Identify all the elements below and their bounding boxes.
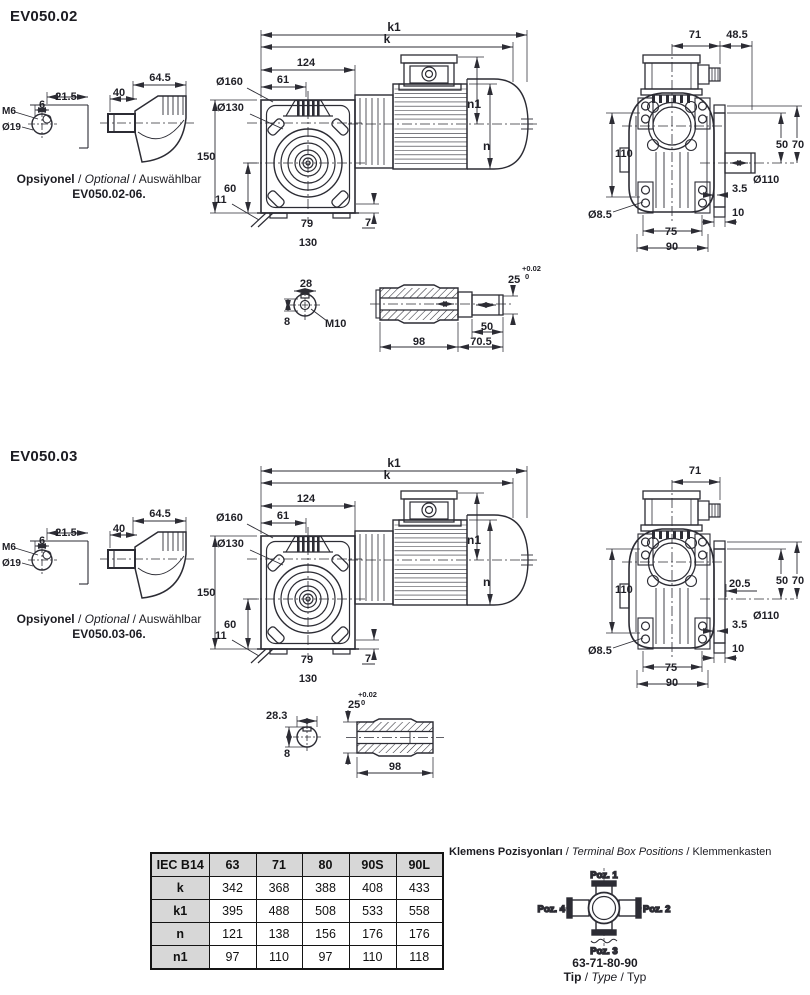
ev050-03-hollow-shaft (285, 710, 444, 778)
col-header-90s: 90S (349, 853, 396, 877)
dim-8: 8 (283, 316, 291, 328)
cell: 121 (209, 923, 256, 946)
cell: 433 (396, 877, 443, 900)
dim-8: 8 (283, 748, 291, 760)
dim-61: 61 (276, 74, 290, 86)
separator: / (581, 970, 592, 984)
dim-10: 10 (732, 207, 745, 219)
dim-n1: n1 (467, 533, 482, 547)
dim-61: 61 (276, 510, 290, 522)
dim-60: 60 (224, 183, 237, 195)
dim-130: 130 (298, 673, 318, 685)
dim-25-tol-lo: 0 (525, 272, 530, 281)
dim-25: 25 (508, 274, 521, 286)
dim-48-5: 48.5 (726, 29, 748, 41)
type-german: Typ (627, 970, 647, 984)
separator: / (129, 612, 139, 626)
cell: 488 (256, 900, 302, 923)
section1-title: EV050.02 (10, 8, 78, 25)
dim-dia160: Ø160 (216, 512, 243, 524)
dim-98: 98 (388, 761, 402, 773)
cell: 395 (209, 900, 256, 923)
dim-60: 60 (224, 619, 237, 631)
note-turkish: Opsiyonel (16, 172, 75, 186)
dim-6: 6 (38, 535, 46, 547)
separator: / (129, 172, 139, 186)
cell: 408 (349, 877, 396, 900)
cell: 388 (302, 877, 349, 900)
row-label: k (151, 877, 209, 900)
separator: / (74, 172, 85, 186)
dim-71: 71 (688, 29, 702, 41)
cell: 118 (396, 946, 443, 970)
cell: 342 (209, 877, 256, 900)
table-row-n1 (151, 946, 443, 970)
separator: / (617, 970, 628, 984)
separator: / (683, 846, 693, 858)
dim-21-5: 21.5 (55, 91, 77, 103)
cell: 156 (302, 923, 349, 946)
dim-110: 110 (615, 584, 633, 596)
dim-25-tol-hi: +0.02 (522, 264, 541, 273)
table-header-row (151, 853, 443, 877)
dim-90: 90 (665, 241, 679, 253)
table-row-k (151, 877, 443, 900)
dim-dia110: Ø110 (753, 610, 780, 622)
dim-40: 40 (112, 523, 126, 535)
dim-25-tol-lo: 0 (361, 698, 366, 707)
terminal-box-caption (520, 956, 690, 984)
cell: 368 (256, 877, 302, 900)
terminal-title-german: Klemmenkasten (692, 846, 772, 858)
dim-3-5: 3.5 (732, 183, 748, 195)
section2-title: EV050.03 (10, 448, 78, 465)
dim-dia8-5: Ø8.5 (588, 645, 612, 657)
note-english: Optional (84, 612, 130, 626)
dim-n: n (483, 139, 491, 153)
table-corner-header: IEC B14 (151, 853, 209, 877)
terminal-title-english: Terminal Box Positions (571, 846, 684, 858)
row-label: k1 (151, 900, 209, 923)
dim-dia130: Ø130 (217, 538, 244, 550)
dim-75: 75 (664, 662, 678, 674)
note-turkish: Opsiyonel (16, 612, 75, 626)
dim-m6: M6 (2, 542, 16, 553)
dim-21-5: 21.5 (55, 527, 77, 539)
col-header-71: 71 (256, 853, 302, 877)
dim-dia8-5: Ø8.5 (588, 209, 612, 221)
dimension-table (150, 852, 444, 970)
dim-70: 70 (791, 575, 805, 587)
section1-optional-note (6, 172, 212, 201)
dim-m6: M6 (2, 106, 16, 117)
dim-40: 40 (112, 87, 126, 99)
optional-note-line (6, 172, 212, 186)
dim-90: 90 (665, 677, 679, 689)
dim-25-tol-hi: +0.02 (358, 690, 377, 699)
table-row-n (151, 923, 443, 946)
dim-71: 71 (688, 465, 702, 477)
dim-124: 124 (296, 493, 316, 505)
dim-25: 25 (348, 699, 361, 711)
dim-70: 70 (791, 139, 805, 151)
note-english: Optional (84, 172, 130, 186)
table-row-k1 (151, 900, 443, 923)
cell: 110 (349, 946, 396, 970)
dim-50: 50 (775, 139, 789, 151)
separator: / (74, 612, 85, 626)
dim-79: 79 (300, 218, 314, 230)
separator: / (562, 846, 572, 858)
dim-50-shaft: 50 (480, 321, 494, 333)
cell: 176 (396, 923, 443, 946)
dim-k: k (383, 468, 391, 482)
dim-110: 110 (615, 148, 633, 160)
dim-k: k (383, 32, 391, 46)
note-german: Auswählbar (138, 612, 202, 626)
dim-dia160: Ø160 (216, 76, 243, 88)
dim-k1: k1 (387, 456, 401, 470)
cell: 110 (256, 946, 302, 970)
terminal-poz4-label: Poz. 4 (537, 904, 565, 915)
dim-dia110: Ø110 (753, 174, 780, 186)
optional-note-line (6, 612, 212, 626)
dim-79: 79 (300, 654, 314, 666)
note-german: Auswählbar (138, 172, 202, 186)
cell: 508 (302, 900, 349, 923)
dim-124: 124 (296, 57, 316, 69)
dim-64-5: 64.5 (149, 508, 171, 520)
col-header-63: 63 (209, 853, 256, 877)
dim-7: 7 (364, 217, 372, 229)
terminal-poz2-label: Poz. 2 (643, 904, 671, 915)
ev050-03-drawings (2, 456, 806, 689)
type-english: Type (591, 970, 618, 984)
note-model-number: EV050.02-06. (72, 187, 146, 201)
type-turkish: Tip (563, 970, 582, 984)
dim-dia130: Ø130 (217, 102, 244, 114)
cell: 533 (349, 900, 396, 923)
section2-optional-note (6, 612, 212, 641)
dim-50: 50 (775, 575, 789, 587)
terminal-poz1-label: Poz. 1 (590, 870, 618, 881)
dim-dia19: Ø19 (2, 558, 21, 569)
dim-n1: n1 (467, 97, 482, 111)
row-label: n1 (151, 946, 209, 970)
note-model-number: EV050.03-06. (72, 627, 146, 641)
dim-6: 6 (38, 99, 46, 111)
cell: 558 (396, 900, 443, 923)
cell: 97 (209, 946, 256, 970)
dim-98: 98 (412, 336, 426, 348)
dim-dia19: Ø19 (2, 122, 21, 133)
dim-64-5: 64.5 (149, 72, 171, 84)
dim-70-5: 70.5 (470, 336, 492, 348)
dim-m10: M10 (325, 318, 347, 330)
dim-11: 11 (215, 194, 227, 206)
dim-k1: k1 (387, 20, 401, 34)
dim-20-5: 20.5 (729, 578, 751, 590)
dim-11: 11 (215, 630, 227, 642)
col-header-80: 80 (302, 853, 349, 877)
cell: 97 (302, 946, 349, 970)
dim-10: 10 (732, 643, 745, 655)
terminal-sizes: 63-71-80-90 (572, 956, 638, 970)
terminal-poz3-label: Poz. 3 (590, 946, 618, 957)
dim-150: 150 (197, 151, 216, 163)
terminal-title-turkish: Klemens Pozisyonları (449, 846, 563, 858)
terminal-box-diagram (538, 868, 671, 957)
row-label: n (151, 923, 209, 946)
dim-150: 150 (197, 587, 216, 599)
col-header-90l: 90L (396, 853, 443, 877)
terminal-type-line (520, 970, 690, 984)
dim-28-3: 28.3 (266, 710, 288, 722)
dim-28: 28 (299, 278, 313, 290)
dim-75: 75 (664, 226, 678, 238)
terminal-box-title (449, 846, 771, 858)
dim-130: 130 (298, 237, 318, 249)
dim-7: 7 (364, 653, 372, 665)
cell: 176 (349, 923, 396, 946)
dim-n: n (483, 575, 491, 589)
cell: 138 (256, 923, 302, 946)
dim-3-5: 3.5 (732, 619, 748, 631)
